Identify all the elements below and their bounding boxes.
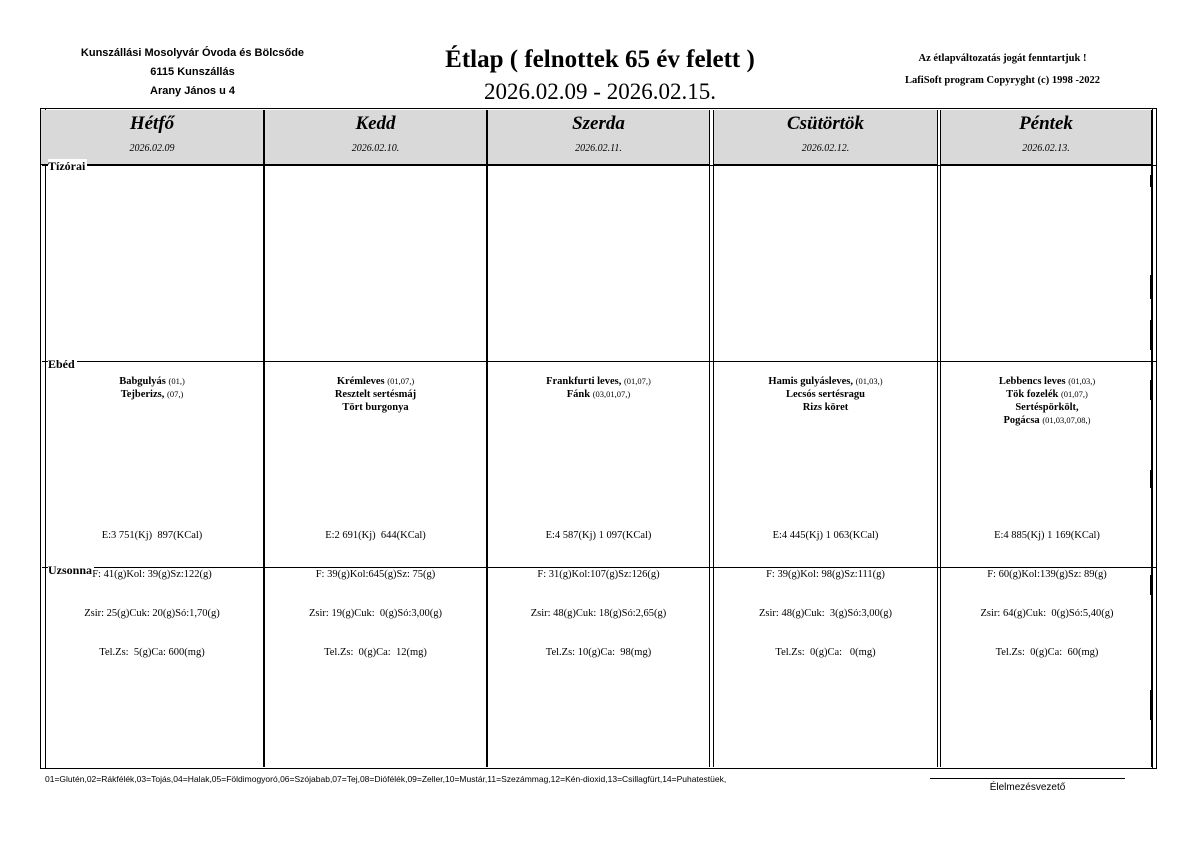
lunch-menu-monday bbox=[50, 375, 254, 401]
nutrition-energy: E:3 751(Kj) 897(KCal) bbox=[101, 530, 203, 541]
dish-name: Frankfurti leves, bbox=[546, 376, 622, 387]
nutrition-satfat: Tel.Zs: 0(g)Ca: 12(mg) bbox=[324, 647, 427, 658]
day-header bbox=[488, 110, 709, 165]
dish-allergens: (01,03,07,08,) bbox=[1042, 415, 1091, 425]
nutrition-protein: F: 31(g)Kol:107(g)Sz:126(g) bbox=[537, 569, 660, 580]
nutrition-protein: F: 39(g)Kol: 98(g)Sz:111(g) bbox=[766, 569, 885, 580]
dish-name: Krémleves bbox=[336, 376, 385, 387]
nutrition-satfat: Tel.Zs: 0(g)Ca: 60(mg) bbox=[995, 647, 1099, 658]
day-date: 2026.02.09 bbox=[129, 143, 175, 154]
edge-tick bbox=[1150, 320, 1151, 350]
dish-allergens: (01,) bbox=[168, 376, 185, 386]
edge-tick bbox=[1150, 175, 1151, 187]
dish-allergens: (01,07,) bbox=[1060, 389, 1088, 399]
dish-name: Pogácsa bbox=[1003, 415, 1040, 426]
dish-line bbox=[719, 375, 932, 388]
dish-allergens: (01,03,) bbox=[1068, 376, 1096, 386]
dish-line bbox=[493, 375, 704, 388]
nutrition-protein: F: 60(g)Kol:139(g)Sz: 89(g) bbox=[987, 569, 1107, 580]
day-header bbox=[41, 110, 263, 165]
edge-tick bbox=[1150, 470, 1151, 488]
dish-line bbox=[719, 401, 932, 414]
signature-label: Élelmezésvezető bbox=[989, 782, 1066, 793]
dish-allergens: (01,03,) bbox=[855, 376, 883, 386]
menu-title-block bbox=[400, 43, 800, 107]
nutrition-satfat: Tel.Zs: 0(g)Ca: 0(mg) bbox=[775, 647, 876, 658]
lunch-menu-friday bbox=[944, 375, 1150, 427]
dish-name: Resztelt sertésmáj bbox=[334, 389, 417, 400]
day-header bbox=[714, 110, 937, 165]
dish-allergens: (01,07,) bbox=[623, 376, 651, 386]
dish-allergens: (03,01,07,) bbox=[592, 389, 631, 399]
dish-line bbox=[270, 388, 481, 401]
section-label-lunch: Ebéd bbox=[48, 357, 75, 371]
dish-name: Fánk bbox=[566, 389, 591, 400]
nutrition-energy: E:2 691(Kj) 644(KCal) bbox=[325, 530, 426, 541]
dish-line bbox=[270, 401, 481, 414]
nutrition-energy: E:4 445(Kj) 1 063(KCal) bbox=[772, 530, 879, 541]
institution-name: Kunszállási Mosolyvár Óvoda és Bölcsőde bbox=[80, 47, 305, 59]
section-label-afternoon: Uzsonna bbox=[48, 563, 93, 577]
signature-line bbox=[930, 778, 1125, 779]
nutrition-fat: Zsir: 19(g)Cuk: 0(g)Só:3,00(g) bbox=[309, 608, 442, 619]
nutrition-tuesday bbox=[270, 503, 481, 672]
nutrition-protein: F: 39(g)Kol:645(g)Sz: 75(g) bbox=[315, 569, 436, 580]
dish-name: Hamis gulyásleves, bbox=[768, 376, 854, 387]
day-header bbox=[941, 110, 1151, 165]
dish-name: Lecsós sertésragu bbox=[785, 389, 866, 400]
lunch-menu-wednesday bbox=[493, 375, 704, 401]
allergen-legend: 01=Glutén,02=Rákfélék,03=Tojás,04=Halak,05=Földimogyoró,06=Szójabab,07=Tej,08=Diófélék,09=Zeller,10=Mustár,11=Szezámmag,12=Kén-dioxid,13=Csillagfürt,14=Puhatestüek, bbox=[45, 774, 727, 784]
dish-line bbox=[719, 388, 932, 401]
dish-line bbox=[944, 388, 1150, 401]
day-date: 2026.02.13. bbox=[1022, 143, 1070, 154]
dish-allergens: (01,07,) bbox=[387, 376, 415, 386]
nutrition-satfat: Tel.Zs: 5(g)Ca: 600(mg) bbox=[99, 647, 205, 658]
dish-line bbox=[50, 388, 254, 401]
nutrition-protein: F: 41(g)Kol: 39(g)Sz:122(g) bbox=[92, 569, 212, 580]
nutrition-fat: Zsir: 64(g)Cuk: 0(g)Só:5,40(g) bbox=[980, 608, 1114, 619]
dish-name: Rizs köret bbox=[802, 402, 849, 413]
edge-tick bbox=[1150, 575, 1151, 595]
nutrition-fat: Zsir: 48(g)Cuk: 18(g)Só:2,65(g) bbox=[530, 608, 667, 619]
copyright-text: LafiSoft program Copyryght (c) 1998 -2022 bbox=[905, 75, 1100, 86]
institution-header bbox=[50, 44, 335, 101]
date-range: 2026.02.09 - 2026.02.15. bbox=[484, 79, 716, 104]
institution-city: 6115 Kunszállás bbox=[150, 66, 235, 78]
change-notice: Az étlapváltozatás jogát fenntartjuk ! bbox=[918, 53, 1087, 64]
nutrition-fat: Zsir: 25(g)Cuk: 20(g)Só:1,70(g) bbox=[84, 608, 220, 619]
day-header bbox=[265, 110, 486, 165]
lunch-menu-tuesday bbox=[270, 375, 481, 414]
lunch-menu-thursday bbox=[719, 375, 932, 414]
nutrition-wednesday bbox=[493, 503, 704, 672]
notice-block bbox=[860, 48, 1145, 92]
dish-line bbox=[270, 375, 481, 388]
dish-name: Lebbencs leves bbox=[998, 376, 1066, 387]
nutrition-friday bbox=[944, 503, 1150, 672]
dish-line bbox=[50, 375, 254, 388]
dish-name: Tejberizs, bbox=[120, 389, 165, 400]
dish-name: Tök fozelék bbox=[1006, 389, 1059, 400]
dish-name: Tört burgonya bbox=[342, 402, 409, 413]
edge-tick bbox=[1150, 690, 1151, 720]
dish-line bbox=[493, 388, 704, 401]
dish-line bbox=[944, 375, 1150, 388]
page-title: Étlap ( felnottek 65 év felett ) bbox=[445, 46, 755, 73]
dish-name: Babgulyás bbox=[119, 376, 166, 387]
dish-allergens: (07,) bbox=[166, 389, 184, 399]
dish-line bbox=[944, 414, 1150, 427]
nutrition-monday bbox=[50, 503, 254, 672]
day-date: 2026.02.10. bbox=[351, 143, 400, 154]
day-name: Hétfő bbox=[129, 113, 175, 134]
day-date: 2026.02.12. bbox=[801, 143, 850, 154]
institution-address: Arany János u 4 bbox=[150, 85, 235, 97]
section-divider bbox=[42, 165, 1156, 166]
nutrition-fat: Zsir: 48(g)Cuk: 3(g)Só:3,00(g) bbox=[759, 608, 892, 619]
edge-tick bbox=[1150, 380, 1151, 400]
day-name: Kedd bbox=[355, 113, 396, 134]
day-date: 2026.02.11. bbox=[575, 143, 622, 154]
grid-inner-right-border bbox=[1152, 108, 1153, 769]
dish-line bbox=[944, 401, 1150, 414]
section-divider bbox=[42, 361, 1156, 362]
section-label-morning: Tízórai bbox=[48, 159, 86, 173]
edge-tick bbox=[1150, 275, 1151, 299]
nutrition-energy: E:4 587(Kj) 1 097(KCal) bbox=[545, 530, 652, 541]
day-name: Csütörtök bbox=[786, 113, 865, 134]
nutrition-thursday bbox=[719, 503, 932, 672]
day-name: Szerda bbox=[572, 113, 625, 134]
nutrition-energy: E:4 885(Kj) 1 169(KCal) bbox=[994, 530, 1100, 541]
day-name: Péntek bbox=[1019, 113, 1073, 134]
nutrition-satfat: Tel.Zs: 10(g)Ca: 98(mg) bbox=[545, 647, 652, 658]
dish-name: Sertéspörkölt, bbox=[1015, 402, 1079, 413]
